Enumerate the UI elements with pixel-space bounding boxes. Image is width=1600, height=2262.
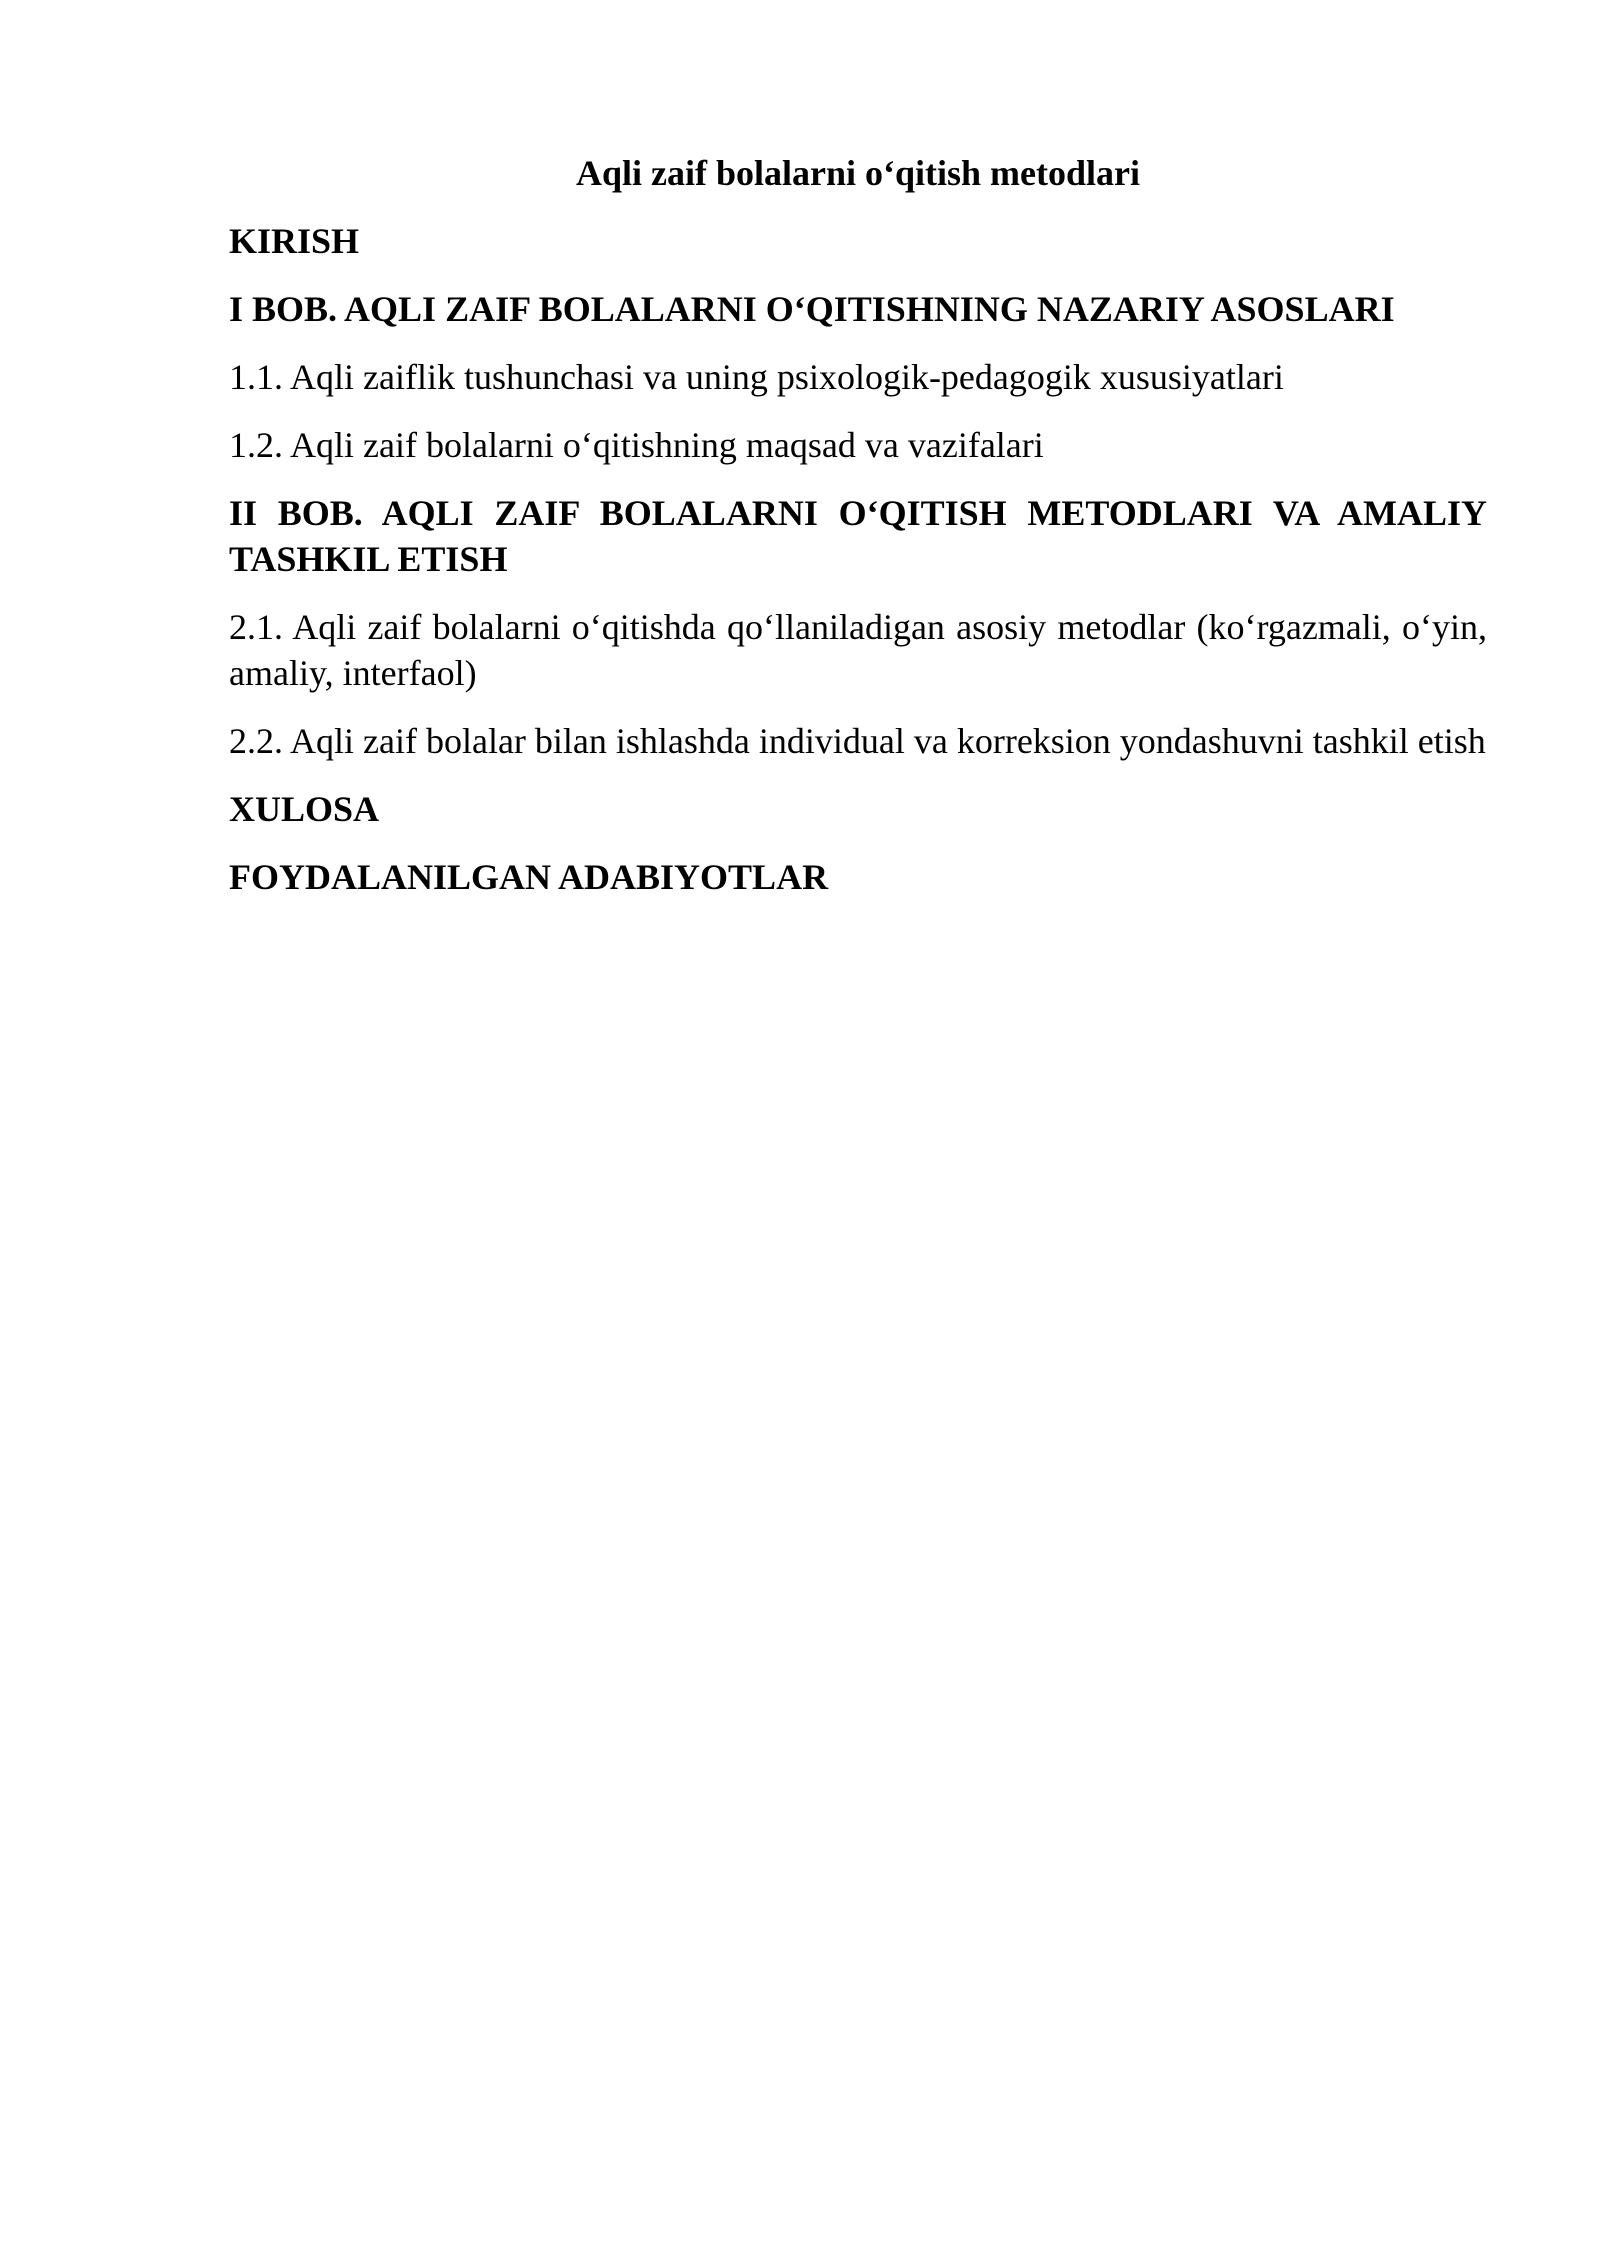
toc-section-2-2: 2.2. Aqli zaif bolalar bilan ishlashda individual va korreksion yondashuvni tashkil etish bbox=[229, 721, 1486, 761]
toc-section-1-1: 1.1. Aqli zaiflik tushunchasi va uning psixologik-pedagogik xususiyatlari bbox=[229, 357, 1284, 397]
document-title: Aqli zaif bolalarni o‘qitish metodlari bbox=[575, 153, 1140, 193]
toc-heading-xulosa: XULOSA bbox=[229, 789, 380, 829]
toc-heading-kirish: KIRISH bbox=[229, 221, 360, 261]
toc-chapter-1: I BOB. AQLI ZAIF BOLALARNI O‘QITISHNING NAZARIY ASOSLARI bbox=[229, 289, 1395, 329]
toc-section-2-1: 2.1. Aqli zaif bolalarni o‘qitishda qo‘llaniladigan asosiy metodlar (ko‘rgazmali, o‘yin, amaliy, interfaol) bbox=[229, 607, 1487, 693]
document-page bbox=[229, 150, 1487, 922]
toc-section-1-2: 1.2. Aqli zaif bolalarni o‘qitishning maqsad va vazifalari bbox=[229, 425, 1044, 465]
toc-chapter-2: II BOB. AQLI ZAIF BOLALARNI O‘QITISH METODLARI VA AMALIY TASHKIL ETISH bbox=[229, 493, 1487, 579]
toc-heading-adabiyotlar: FOYDALANILGAN ADABIYOTLAR bbox=[229, 857, 829, 897]
